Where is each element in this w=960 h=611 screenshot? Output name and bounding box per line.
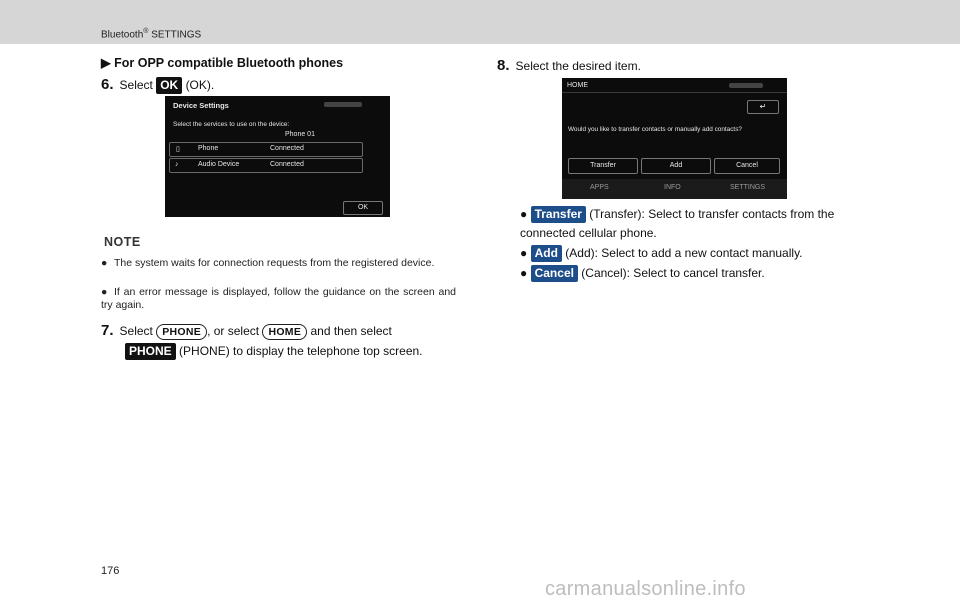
header-title: Bluetooth® SETTINGS [101,28,202,41]
page-header [0,0,960,44]
phone-hardware-button: PHONE [156,324,207,340]
back-icon: ↵ [759,102,767,111]
cancel-button-label: Cancel [531,265,578,282]
service-row-audio[interactable]: ♪ Audio Device Connected [169,158,363,173]
add-button-label: Add [531,245,562,262]
arrow-right-icon: ▶ [101,56,111,70]
screen-ok-button[interactable]: OK [343,201,383,215]
step-8: 8. Select the desired item. [497,57,641,74]
transfer-button-label: Transfer [531,206,586,223]
phone-icon: ▯ [176,146,180,153]
note-title: NOTE [104,235,141,249]
step-7: 7. Select PHONE , or select HOME and then select PHONE (PHONE) to display the telephone top screen. [101,322,423,358]
phone-screen-button-label: PHONE [125,343,176,360]
status-icons [729,83,763,88]
screen-title: Device Settings [173,101,229,110]
status-icons [324,102,362,107]
home-label: HOME [567,82,588,89]
transfer-question: Would you like to transfer contacts or manually add contacts? [568,126,742,133]
bullet-transfer: ● Transfer (Transfer): Select to transfer contacts from the connected cellular phone. [520,207,835,240]
info-tab[interactable]: INFO [664,184,681,191]
device-settings-screen [165,96,390,217]
music-icon: ♪ [175,161,179,168]
bullet-cancel: ● Cancel (Cancel): Select to cancel transfer. [520,266,765,280]
screen-prompt: Select the services to use on the device: [173,121,290,128]
phone-name: Phone 01 [285,131,315,138]
page-number: 176 [101,565,120,577]
bullet-add: ● Add (Add): Select to add a new contact manually. [520,246,803,260]
home-hardware-button: HOME [262,324,307,340]
note-item-1: ● The system waits for connection requests from the registered device. [101,257,435,269]
apps-tab[interactable]: APPS [590,184,609,191]
note-item-2: ● If an error message is displayed, follow the guidance on the screen and try again. [101,286,456,311]
transfer-button[interactable]: Transfer [568,158,638,174]
add-button[interactable]: Add [641,158,711,174]
transfer-contacts-screen [562,78,787,199]
settings-tab[interactable]: SETTINGS [730,184,766,191]
step-6: 6. Select OK (OK). [101,76,215,93]
service-row-phone[interactable]: ▯ Phone Connected [169,142,363,157]
section-heading: ▶ For OPP compatible Bluetooth phones [101,56,344,70]
cancel-button[interactable]: Cancel [714,158,780,174]
ok-button-label: OK [156,77,182,94]
back-button[interactable] [747,100,779,114]
watermark: carmanualsonline.info [545,578,746,600]
bottom-bar [562,179,787,199]
